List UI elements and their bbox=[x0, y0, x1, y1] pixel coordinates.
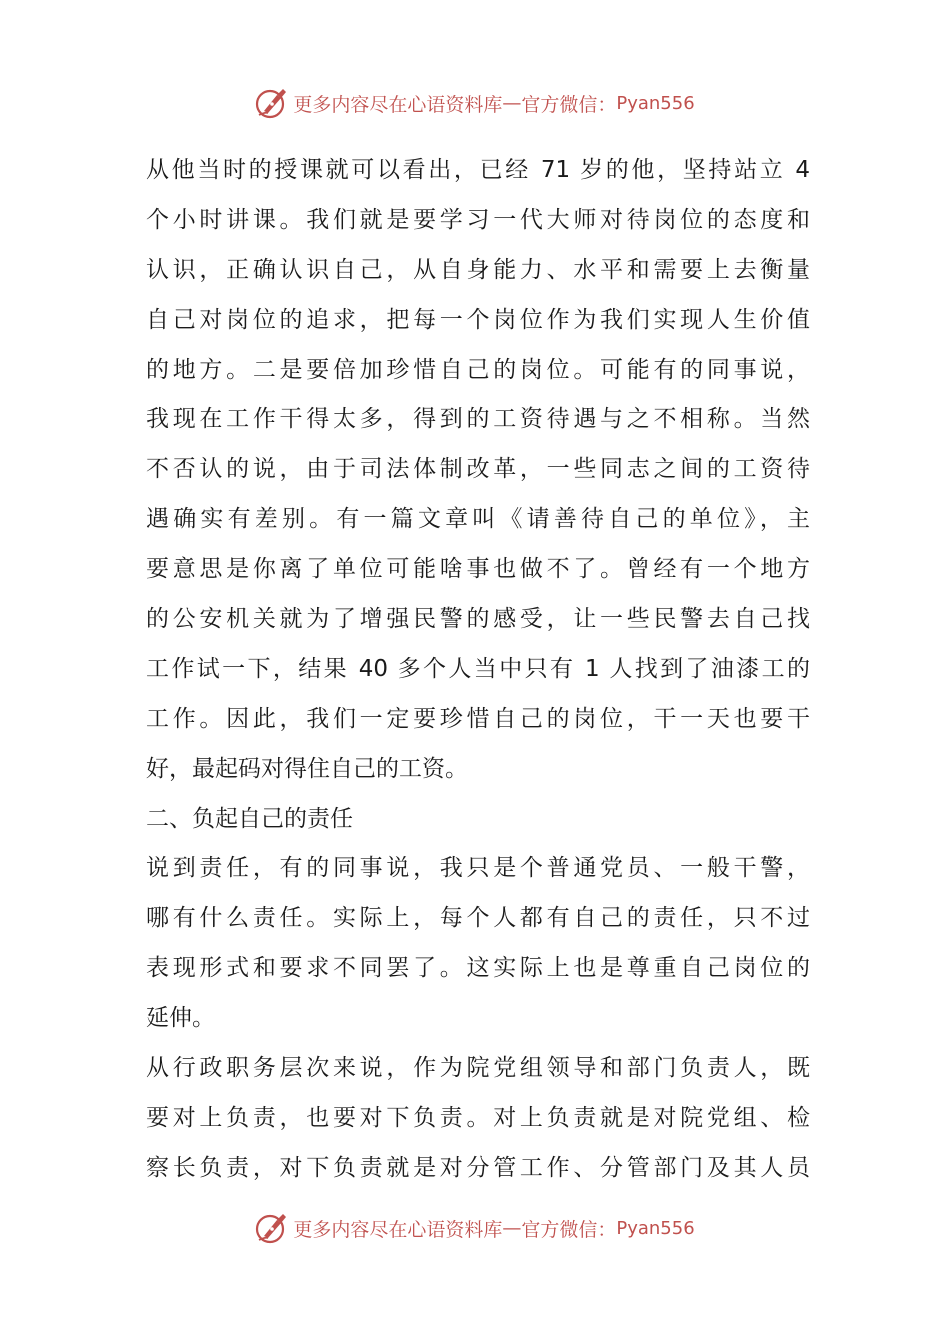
banner-site-text: 更多内容尽在心语资料库 bbox=[293, 93, 503, 116]
text-line: 的公安机关就为了增强民警的感受，让一些民警去自己找 bbox=[146, 606, 810, 633]
text-line: 认识，正确认识自己，从自身能力、水平和需要上去衡量 bbox=[146, 256, 810, 283]
banner-separator: — bbox=[502, 1217, 522, 1239]
text-line: 遇确实有差别。有一篇文章叫《请善待自己的单位》，主 bbox=[146, 506, 810, 533]
banner-wechat-id: Pyan556 bbox=[616, 1217, 695, 1239]
text-line: 要意思是你离了单位可能啥事也做不了。曾经有一个地方 bbox=[146, 556, 810, 583]
footer-watermark-banner bbox=[0, 1208, 950, 1248]
text-line: 工作试一下，结果 40 多个人当中只有 1 人找到了油漆工的 bbox=[146, 655, 810, 682]
banner-wechat-id: Pyan556 bbox=[616, 92, 695, 114]
banner-site-text: 更多内容尽在心语资料库 bbox=[293, 1218, 503, 1241]
section-heading: 二、负起自己的责任 bbox=[146, 805, 353, 832]
text-line: 工作。因此，我们一定要珍惜自己的岗位，干一天也要干 bbox=[146, 705, 810, 732]
text-line: 个小时讲课。我们就是要学习一代大师对待岗位的态度和 bbox=[146, 206, 810, 233]
banner-separator: — bbox=[502, 92, 522, 114]
text-line: 延伸。 bbox=[146, 1005, 215, 1032]
text-line: 哪有什么责任。实际上，每个人都有自己的责任，只不过 bbox=[146, 905, 810, 932]
text-line: 察长负责，对下负责就是对分管工作、分管部门及其人员 bbox=[146, 1154, 810, 1181]
body-text bbox=[146, 146, 810, 1194]
text-line: 从行政职务层次来说，作为院党组领导和部门负责人，既 bbox=[146, 1055, 810, 1082]
header-watermark-banner bbox=[0, 83, 950, 123]
pen-nib-circle-icon bbox=[255, 86, 289, 120]
text-line: 不否认的说，由于司法体制改革，一些同志之间的工资待 bbox=[146, 456, 810, 483]
text-line: 说到责任，有的同事说，我只是个普通党员、一般干警， bbox=[146, 855, 810, 882]
banner-wechat-label: 官方微信： bbox=[521, 93, 617, 116]
pen-nib-circle-icon bbox=[255, 1211, 289, 1245]
text-line: 自己对岗位的追求，把每一个岗位作为我们实现人生价值 bbox=[146, 306, 810, 333]
text-line: 要对上负责，也要对下负责。对上负责就是对院党组、检 bbox=[146, 1104, 810, 1131]
text-line: 的地方。二是要倍加珍惜自己的岗位。可能有的同事说， bbox=[146, 356, 810, 383]
text-line: 我现在工作干得太多，得到的工资待遇与之不相称。当然 bbox=[146, 406, 810, 433]
banner-wechat-label: 官方微信： bbox=[521, 1218, 617, 1241]
text-line: 从他当时的授课就可以看出，已经 71 岁的他，坚持站立 4 bbox=[146, 157, 810, 183]
text-line: 好，最起码对得住自己的工资。 bbox=[146, 755, 468, 782]
text-line: 表现形式和要求不同罢了。这实际上也是尊重自己岗位的 bbox=[146, 955, 810, 982]
